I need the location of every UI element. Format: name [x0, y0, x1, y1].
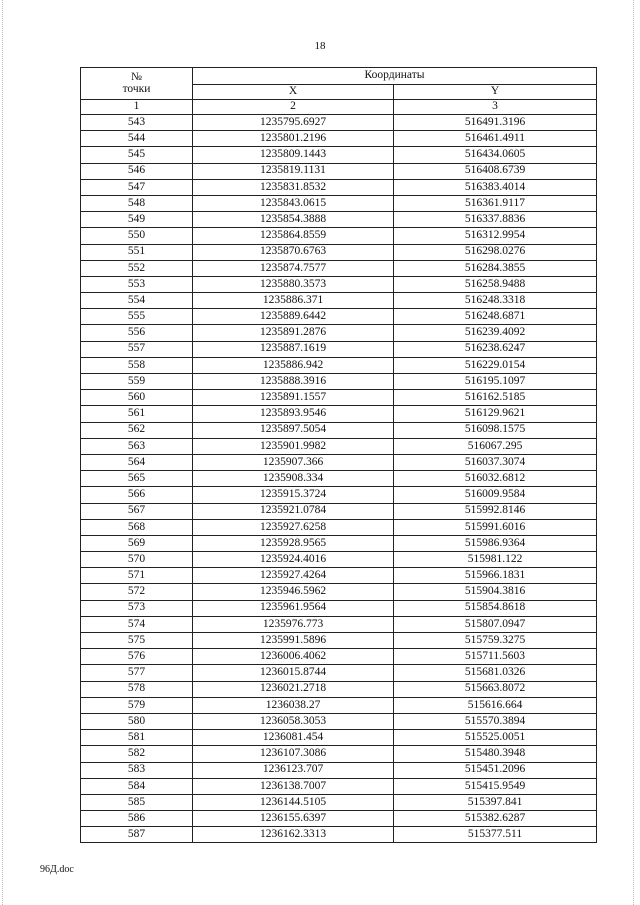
- table-row: [81, 730, 597, 746]
- table-row: [81, 519, 597, 535]
- x-coordinate-cell: 1235801.2196: [193, 131, 394, 147]
- table-row: [81, 762, 597, 778]
- y-coordinate-cell: 515397.841: [394, 794, 597, 810]
- x-coordinate-cell: 1235854.3888: [193, 212, 394, 228]
- point-number-cell: 562: [81, 422, 193, 438]
- column-index-1: 1: [81, 100, 193, 115]
- point-number-cell: 555: [81, 309, 193, 325]
- point-number-word: точки: [122, 82, 151, 95]
- x-coordinate-cell: 1235891.1557: [193, 390, 394, 406]
- table-row: [81, 487, 597, 503]
- y-coordinate-cell: 515377.511: [394, 827, 597, 843]
- y-coordinate-cell: 515525.0051: [394, 730, 597, 746]
- y-coordinate-cell: 515681.0326: [394, 665, 597, 681]
- point-number-cell: 584: [81, 778, 193, 794]
- point-number-cell: 578: [81, 681, 193, 697]
- table-row: [81, 503, 597, 519]
- x-coordinate-cell: 1235893.9546: [193, 406, 394, 422]
- y-coordinate-cell: 515759.3275: [394, 633, 597, 649]
- point-number-cell: 543: [81, 115, 193, 131]
- y-coordinate-cell: 516129.9621: [394, 406, 597, 422]
- x-coordinate-cell: 1235886.371: [193, 293, 394, 309]
- table-row: [81, 276, 597, 292]
- y-coordinate-cell: 515451.2096: [394, 762, 597, 778]
- y-coordinate-cell: 516009.9584: [394, 487, 597, 503]
- y-coordinate-cell: 516284.3855: [394, 260, 597, 276]
- x-coordinate-cell: 1235888.3916: [193, 374, 394, 390]
- table-row: [81, 552, 597, 568]
- x-coordinate-cell: 1235864.8559: [193, 228, 394, 244]
- table-row: [81, 600, 597, 616]
- scan-edge-right: [633, 0, 635, 905]
- table-row: [81, 616, 597, 632]
- point-number-cell: 564: [81, 454, 193, 470]
- table-row: [81, 115, 597, 131]
- x-coordinate-cell: 1235915.3724: [193, 487, 394, 503]
- x-coordinate-cell: 1235946.5962: [193, 584, 394, 600]
- table-row: [81, 341, 597, 357]
- y-coordinate-cell: 516067.295: [394, 438, 597, 454]
- point-number-cell: 586: [81, 811, 193, 827]
- table-row: [81, 293, 597, 309]
- y-coordinate-cell: 515663.8072: [394, 681, 597, 697]
- x-coordinate-cell: 1235928.9565: [193, 535, 394, 551]
- scan-edge-left: [2, 0, 4, 905]
- y-coordinate-cell: 516162.5185: [394, 390, 597, 406]
- table-row: [81, 309, 597, 325]
- table-row: [81, 633, 597, 649]
- point-number-cell: 566: [81, 487, 193, 503]
- y-coordinate-cell: 515986.9364: [394, 535, 597, 551]
- x-coordinate-cell: 1235927.6258: [193, 519, 394, 535]
- y-coordinate-cell: 516361.9117: [394, 195, 597, 211]
- x-coordinate-cell: 1235924.4016: [193, 552, 394, 568]
- point-number-cell: 553: [81, 276, 193, 292]
- y-coordinate-cell: 516258.9488: [394, 276, 597, 292]
- y-coordinate-cell: 515981.122: [394, 552, 597, 568]
- y-coordinate-cell: 515854.8618: [394, 600, 597, 616]
- point-number-cell: 575: [81, 633, 193, 649]
- x-coordinate-cell: 1235874.7577: [193, 260, 394, 276]
- y-coordinate-cell: 515807.0947: [394, 616, 597, 632]
- point-number-cell: 585: [81, 794, 193, 810]
- footer-filename: 96Д.doc: [40, 864, 74, 875]
- page-number: 18: [314, 40, 326, 52]
- table-row: [81, 471, 597, 487]
- point-number-cell: 547: [81, 179, 193, 195]
- point-number-cell: 561: [81, 406, 193, 422]
- x-coordinate-cell: 1235976.773: [193, 616, 394, 632]
- x-coordinate-cell: 1236021.2718: [193, 681, 394, 697]
- point-number-cell: 579: [81, 697, 193, 713]
- y-coordinate-cell: 516298.0276: [394, 244, 597, 260]
- y-coordinate-cell: 515480.3948: [394, 746, 597, 762]
- point-number-cell: 560: [81, 390, 193, 406]
- point-number-cell: 556: [81, 325, 193, 341]
- x-coordinate-cell: 1236144.5105: [193, 794, 394, 810]
- table-row: [81, 179, 597, 195]
- x-coordinate-cell: 1236155.6397: [193, 811, 394, 827]
- y-coordinate-cell: 516383.4014: [394, 179, 597, 195]
- point-number-cell: 576: [81, 649, 193, 665]
- point-number-cell: 570: [81, 552, 193, 568]
- y-coordinate-cell: 515415.9549: [394, 778, 597, 794]
- table-row: [81, 454, 597, 470]
- x-coordinate-cell: 1235831.8532: [193, 179, 394, 195]
- y-coordinate-cell: 516408.6739: [394, 163, 597, 179]
- y-coordinate-cell: 516248.3318: [394, 293, 597, 309]
- x-coordinate-cell: 1235961.9564: [193, 600, 394, 616]
- x-coordinate-cell: 1235991.5896: [193, 633, 394, 649]
- table-row: [81, 811, 597, 827]
- x-coordinate-cell: 1236162.3313: [193, 827, 394, 843]
- table-row: [81, 568, 597, 584]
- point-number-cell: 568: [81, 519, 193, 535]
- y-coordinate-cell: 515616.664: [394, 697, 597, 713]
- point-number-cell: 558: [81, 357, 193, 373]
- table-row: [81, 746, 597, 762]
- y-coordinate-cell: 516434.0605: [394, 147, 597, 163]
- table-row: [81, 827, 597, 843]
- x-coordinate-cell: 1236107.3086: [193, 746, 394, 762]
- point-number-cell: 582: [81, 746, 193, 762]
- y-column-header: Y: [394, 85, 597, 100]
- y-coordinate-cell: 516337.8836: [394, 212, 597, 228]
- point-number-cell: 573: [81, 600, 193, 616]
- point-number-cell: 559: [81, 374, 193, 390]
- x-coordinate-cell: 1235907.366: [193, 454, 394, 470]
- x-coordinate-cell: 1235870.6763: [193, 244, 394, 260]
- point-number-sign: №: [131, 71, 142, 83]
- point-number-cell: 545: [81, 147, 193, 163]
- point-number-cell: 587: [81, 827, 193, 843]
- y-coordinate-cell: 516229.0154: [394, 357, 597, 373]
- y-coordinate-cell: 515711.5603: [394, 649, 597, 665]
- x-coordinate-cell: 1235897.5054: [193, 422, 394, 438]
- coordinates-table: [80, 67, 597, 843]
- x-coordinate-cell: 1235795.6927: [193, 115, 394, 131]
- x-coordinate-cell: 1235819.1131: [193, 163, 394, 179]
- table-row: [81, 422, 597, 438]
- point-number-cell: 551: [81, 244, 193, 260]
- point-number-cell: 577: [81, 665, 193, 681]
- table-row: [81, 681, 597, 697]
- table-body: [81, 115, 597, 843]
- y-coordinate-cell: 515991.6016: [394, 519, 597, 535]
- point-number-cell: 572: [81, 584, 193, 600]
- x-coordinate-cell: 1235886.942: [193, 357, 394, 373]
- table-row: [81, 794, 597, 810]
- table-row: [81, 438, 597, 454]
- point-number-header: [81, 68, 193, 100]
- x-coordinate-cell: 1235901.9982: [193, 438, 394, 454]
- y-coordinate-cell: 515382.6287: [394, 811, 597, 827]
- x-coordinate-cell: 1236081.454: [193, 730, 394, 746]
- x-coordinate-cell: 1235843.0615: [193, 195, 394, 211]
- point-number-cell: 571: [81, 568, 193, 584]
- x-coordinate-cell: 1236058.3053: [193, 713, 394, 729]
- x-coordinate-cell: 1236015.8744: [193, 665, 394, 681]
- point-number-cell: 554: [81, 293, 193, 309]
- point-number-cell: 557: [81, 341, 193, 357]
- column-index-2: 2: [193, 100, 394, 115]
- point-number-cell: 581: [81, 730, 193, 746]
- y-coordinate-cell: 516032.6812: [394, 471, 597, 487]
- table-row: [81, 260, 597, 276]
- table-row: [81, 195, 597, 211]
- x-coordinate-cell: 1235927.4264: [193, 568, 394, 584]
- table-row: [81, 163, 597, 179]
- table-row: [81, 357, 597, 373]
- table-row: [81, 244, 597, 260]
- y-coordinate-cell: 516461.4911: [394, 131, 597, 147]
- x-coordinate-cell: 1236123.707: [193, 762, 394, 778]
- point-number-cell: 574: [81, 616, 193, 632]
- point-number-cell: 549: [81, 212, 193, 228]
- table-row: [81, 325, 597, 341]
- point-number-cell: 569: [81, 535, 193, 551]
- table-row: [81, 374, 597, 390]
- y-coordinate-cell: 515992.8146: [394, 503, 597, 519]
- table-row: [81, 649, 597, 665]
- table-row: [81, 778, 597, 794]
- table-row: [81, 665, 597, 681]
- y-coordinate-cell: 516491.3196: [394, 115, 597, 131]
- x-coordinate-cell: 1235908.334: [193, 471, 394, 487]
- table-row: [81, 228, 597, 244]
- x-coordinate-cell: 1235891.2876: [193, 325, 394, 341]
- point-number-cell: 544: [81, 131, 193, 147]
- x-coordinate-cell: 1235921.0784: [193, 503, 394, 519]
- x-coordinate-cell: 1236006.4062: [193, 649, 394, 665]
- point-number-cell: 567: [81, 503, 193, 519]
- y-coordinate-cell: 516239.4092: [394, 325, 597, 341]
- x-coordinate-cell: 1236138.7007: [193, 778, 394, 794]
- x-coordinate-cell: 1236038.27: [193, 697, 394, 713]
- x-column-header: X: [193, 85, 394, 100]
- point-number-cell: 563: [81, 438, 193, 454]
- coordinates-group-header: Координаты: [193, 68, 597, 85]
- y-coordinate-cell: 516312.9954: [394, 228, 597, 244]
- x-coordinate-cell: 1235880.3573: [193, 276, 394, 292]
- point-number-cell: 550: [81, 228, 193, 244]
- y-coordinate-cell: 516248.6871: [394, 309, 597, 325]
- point-number-cell: 565: [81, 471, 193, 487]
- y-coordinate-cell: 515570.3894: [394, 713, 597, 729]
- table-row: [81, 212, 597, 228]
- y-coordinate-cell: 516098.1575: [394, 422, 597, 438]
- x-coordinate-cell: 1235887.1619: [193, 341, 394, 357]
- table-row: [81, 147, 597, 163]
- table-row: [81, 713, 597, 729]
- table-row: [81, 390, 597, 406]
- point-number-cell: 548: [81, 195, 193, 211]
- y-coordinate-cell: 516037.3074: [394, 454, 597, 470]
- point-number-cell: 580: [81, 713, 193, 729]
- y-coordinate-cell: 515966.1831: [394, 568, 597, 584]
- table-row: [81, 535, 597, 551]
- table-row: [81, 584, 597, 600]
- y-coordinate-cell: 515904.3816: [394, 584, 597, 600]
- table-row: [81, 131, 597, 147]
- y-coordinate-cell: 516195.1097: [394, 374, 597, 390]
- point-number-cell: 583: [81, 762, 193, 778]
- y-coordinate-cell: 516238.6247: [394, 341, 597, 357]
- table-row: [81, 697, 597, 713]
- point-number-cell: 552: [81, 260, 193, 276]
- point-number-cell: 546: [81, 163, 193, 179]
- x-coordinate-cell: 1235809.1443: [193, 147, 394, 163]
- x-coordinate-cell: 1235889.6442: [193, 309, 394, 325]
- column-index-3: 3: [394, 100, 597, 115]
- table-row: [81, 406, 597, 422]
